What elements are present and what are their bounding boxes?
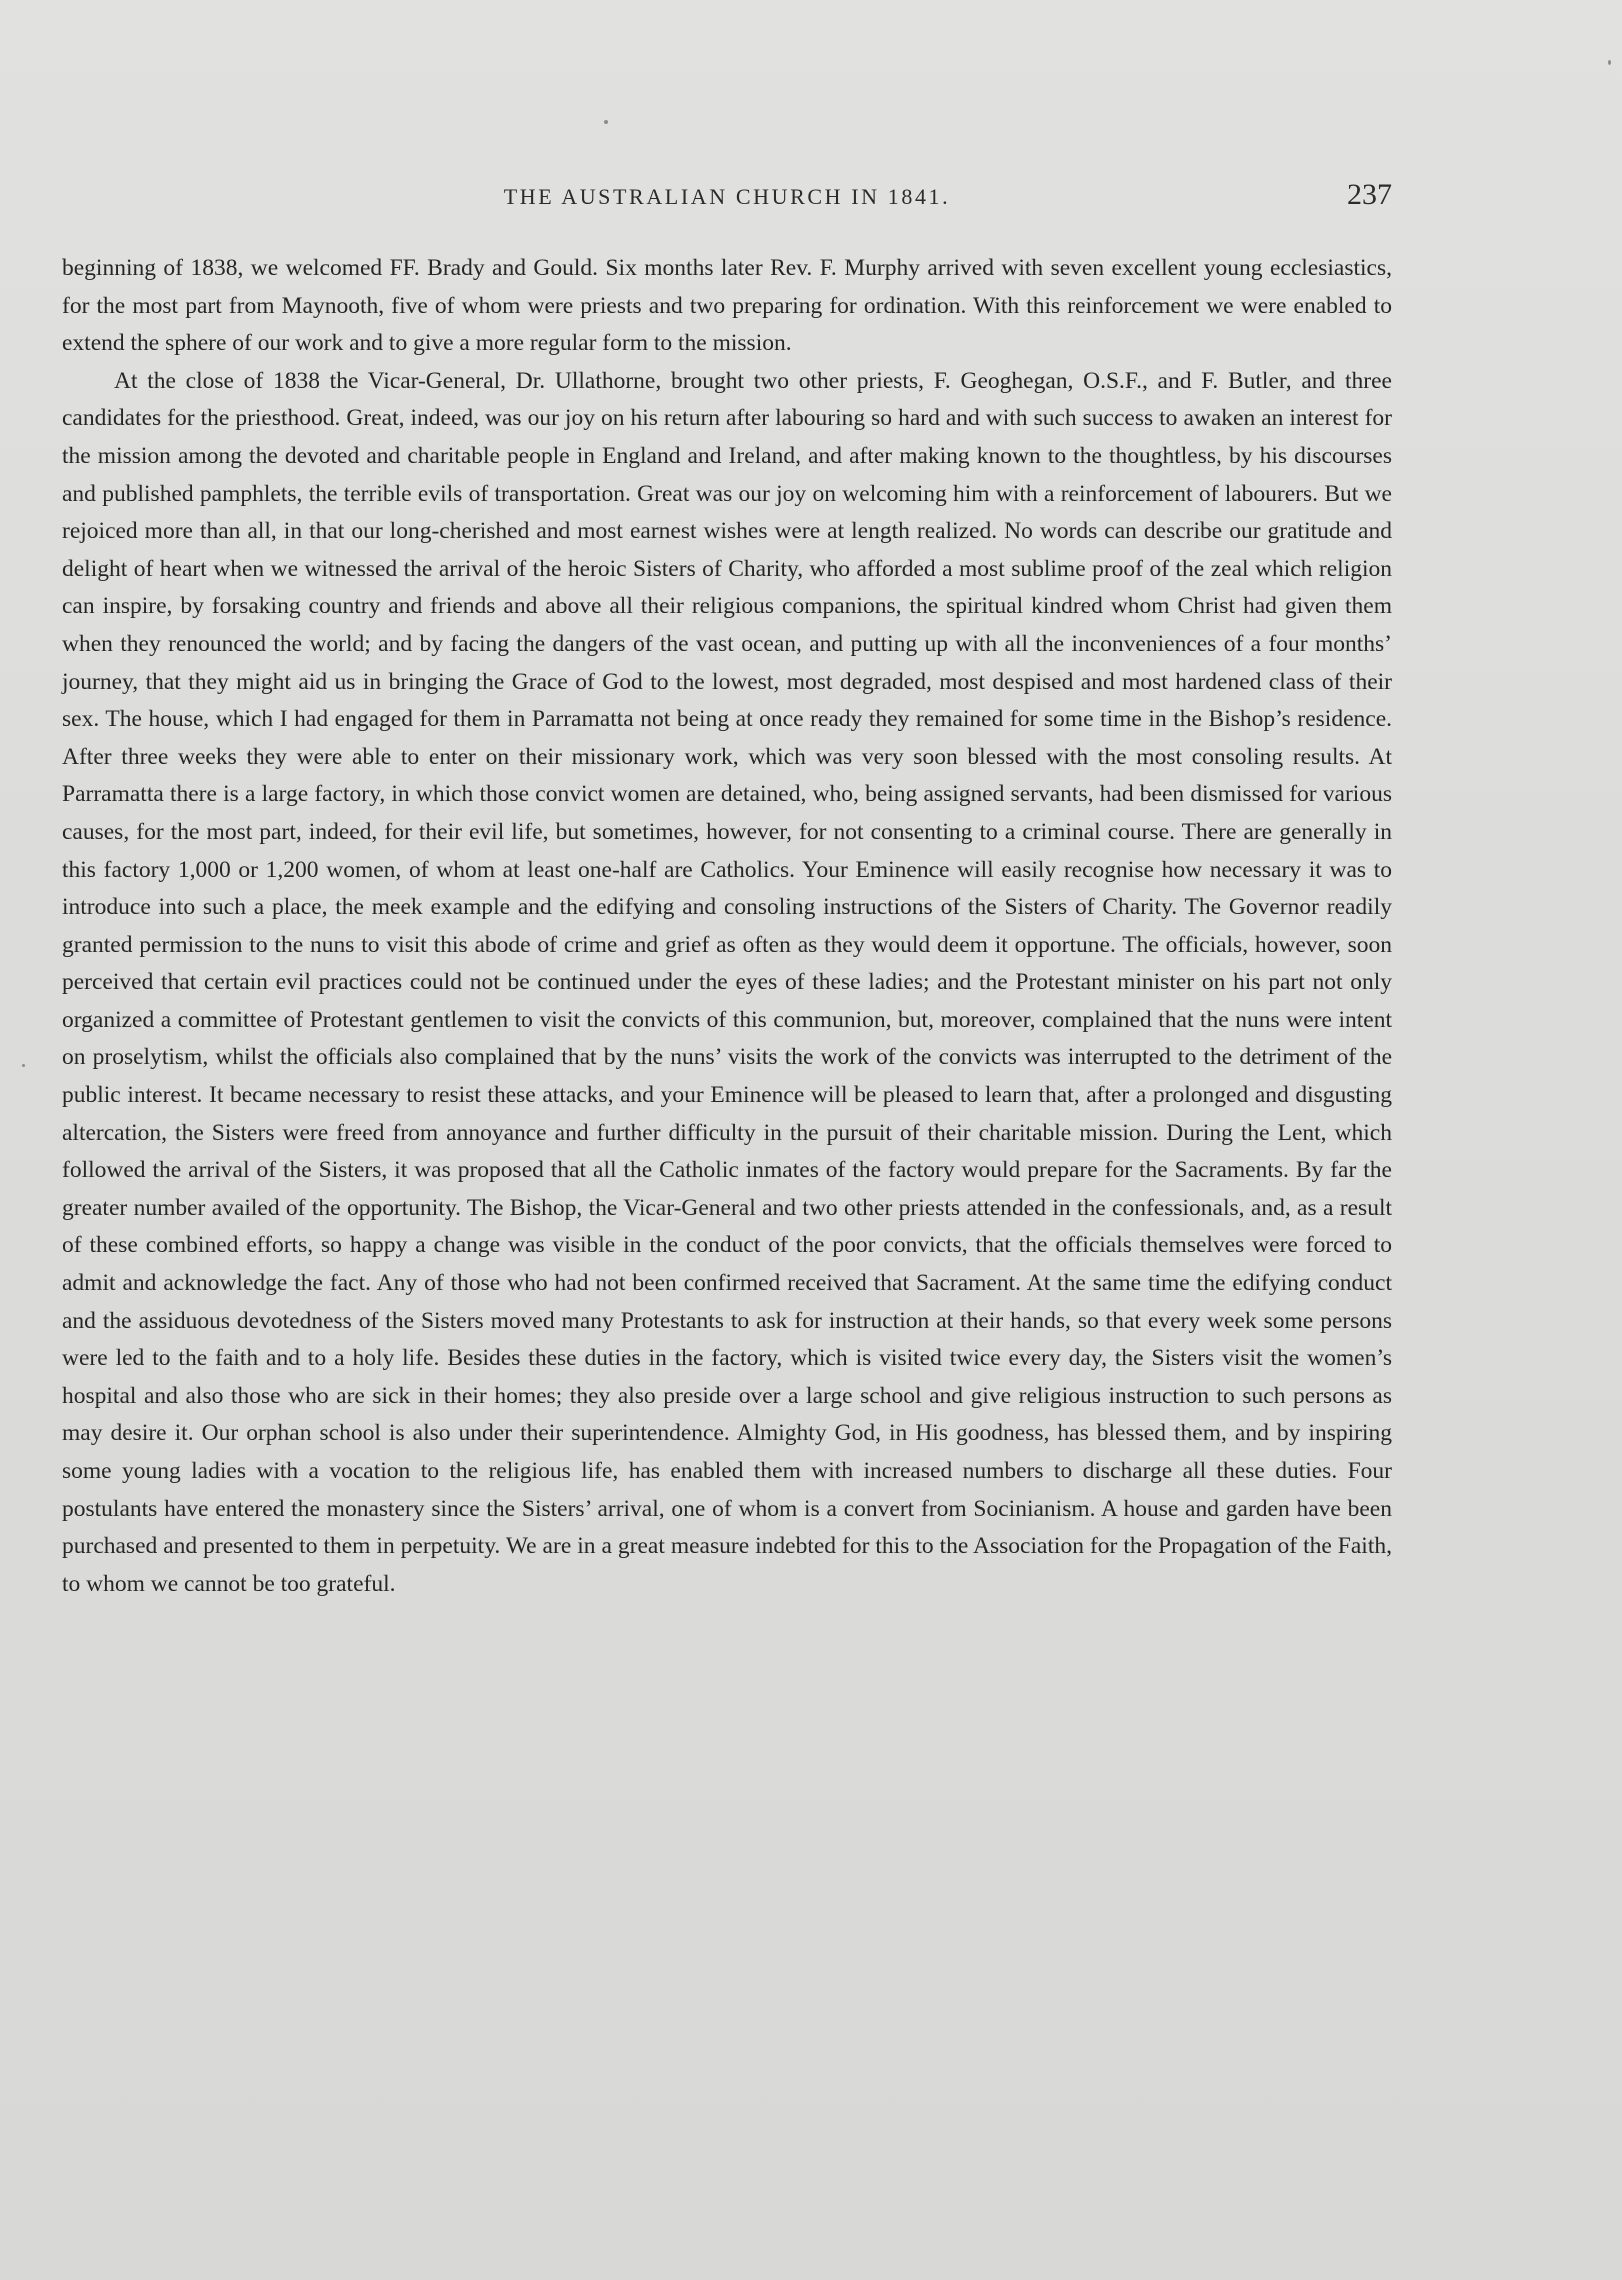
running-head (62, 178, 1392, 218)
page-number: 237 (1347, 178, 1392, 211)
running-title: THE AUSTRALIAN CHURCH IN 1841. (503, 184, 951, 209)
paragraph-main: At the close of 1838 the Vicar-General, Dr. Ullathorne, brought two other priests, F. Geoghegan, O.S.F., and F. Butler, and three candidates for the priesthood. Great, indeed, was our joy on his return after labouring so hard and with such success to awaken an interest for the mission among the devoted and charitable people in England and Ireland, and after making known to the thoughtless, by his discourses and published pamphlets, the terrible evils of transportation. Great was our joy on welcoming him with a reinforcement of labourers. But we rejoiced more than all, in that our long-cherished and most earnest wishes were at length realized. No words can describe our gratitude and delight of heart when we witnessed the arrival of the heroic Sisters of Charity, who afforded a most sublime proof of the zeal which religion can inspire, by forsaking country and friends and above all their religious companions, the spiritual kindred whom Christ had given them when they renounced the world; and by facing the dangers of the vast ocean, and putting up with all the inconveniences of a four months’ journey, that they might aid us in bringing the Grace of God to the lowest, most degraded, most despised and most hardened class of their sex. The house, which I had engaged for them in Parramatta not being at once ready they remained for some time in the Bishop’s residence. After three weeks they were able to enter on their missionary work, which was very soon blessed with the most consoling results. At Parramatta there is a large factory, in which those convict women are detained, who, being assigned servants, had been dismissed for various causes, for the most part, indeed, for their evil life, but sometimes, however, for not consenting to a criminal course. There are generally in this factory 1,000 or 1,200 women, of whom at least one-half are Catholics. Your Eminence will easily recognise how necessary it was to introduce into such a place, the meek example and the edifying and consoling instructions of the Sisters of Charity. The Governor readily granted permission to the nuns to visit this abode of crime and grief as often as they would deem it opportune. The officials, however, soon perceived that certain evil practices could not be continued under the eyes of these ladies; and the Protestant minister on his part not only organized a committee of Protestant gentlemen to visit the convicts of this communion, but, moreover, complained that the nuns were intent on proselytism, whilst the officials also complained that by the nuns’ visits the work of the convicts was interrupted to the detriment of the public interest. It became necessary to resist these attacks, and your Eminence will be pleased to learn that, after a prolonged and disgusting altercation, the Sisters were freed from annoyance and further difficulty in the pursuit of their charitable mission. During the Lent, which followed the arrival of the Sisters, it was proposed that all the Catholic inmates of the factory would prepare for the Sacraments. By far the greater number availed of the opportunity. The Bishop, the Vicar-General and two other priests attended in the confessionals, and, as a result of these combined efforts, so happy a change was visible in the conduct of the poor convicts, that the officials themselves were forced to admit and acknowledge the fact. Any of those who had not been confirmed received that Sacrament. At the same time the edifying conduct and the assiduous devotedness of the Sisters moved many Protestants to ask for instruction at their hands, so that every week some persons were led to the faith and to a holy life. Besides these duties in the factory, which is visited twice every day, the Sisters visit the women’s hospital and also those who are sick in their homes; they also preside over a large school and give religious instruction to such persons as may desire it. Our orphan school is also under their superintendence. Almighty God, in His goodness, has blessed them, and by inspiring some young ladies with a vocation to the religious life, has enabled them with increased numbers to discharge all these duties. Four postulants have entered the monastery since the Sisters’ arrival, one of whom is a convert from Socinianism. A house and garden have been purchased and presented to them in perpetuity. We are in a great measure indebted for this to the Association for the Propagation of the Faith, to whom we cannot be too grateful. (62, 367, 1392, 1597)
paper-speck (1608, 60, 1611, 65)
body-text (62, 250, 1392, 1603)
paragraph-continuation: beginning of 1838, we welcomed FF. Brady and Gould. Six months later Rev. F. Murphy arrived with seven excellent young ecclesiastics, for the most part from Maynooth, five of whom were priests and two preparing for ordination. With this reinforcement we were enabled to extend the sphere of our work and to give a more regular form to the mission. (62, 255, 1392, 357)
paper-speck (22, 1064, 25, 1067)
paper-speck (604, 120, 608, 124)
